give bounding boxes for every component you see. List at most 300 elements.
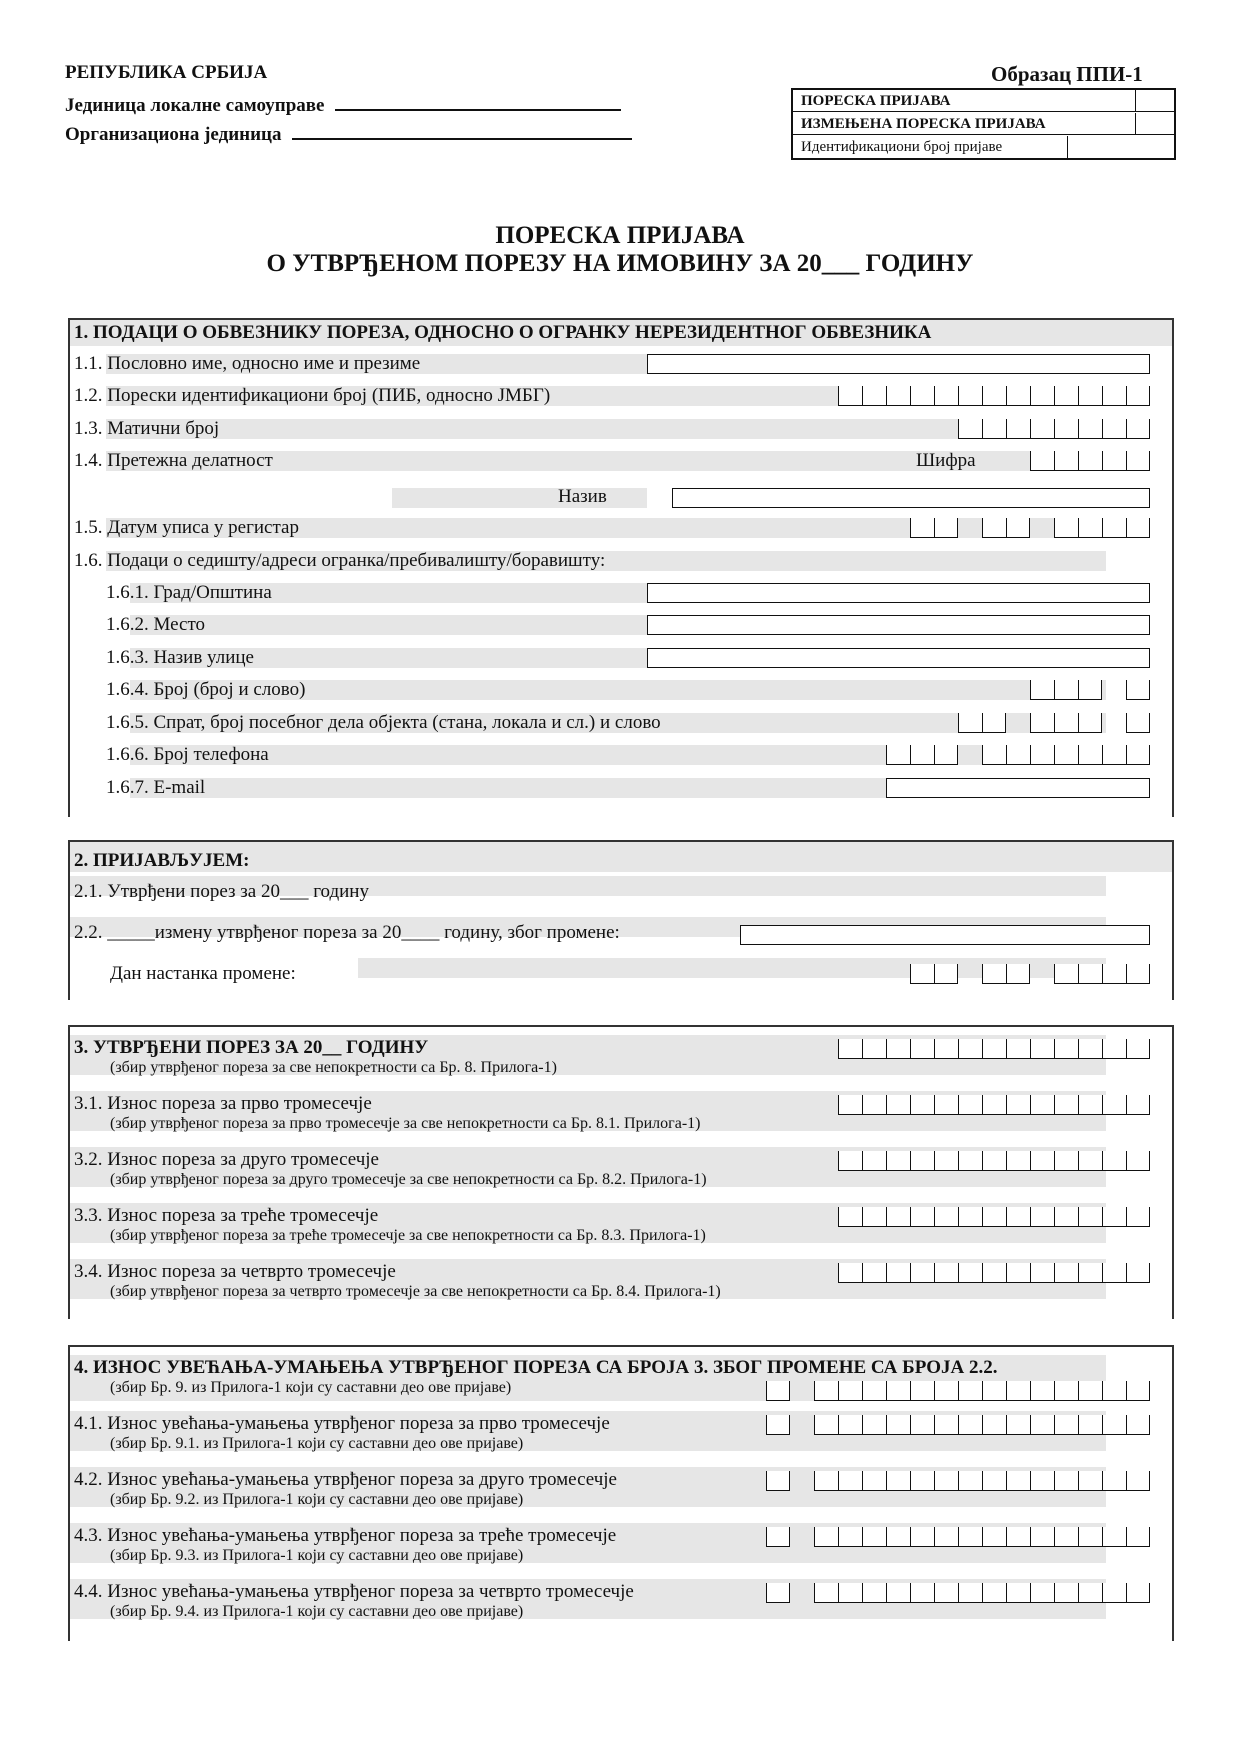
digit-cell[interactable]: [1054, 1471, 1078, 1491]
digit-cell[interactable]: [766, 1527, 790, 1547]
digit-cell[interactable]: [1102, 1471, 1126, 1491]
digit-cell[interactable]: [1006, 1039, 1030, 1059]
doc-title-line1: ПОРЕСКА ПРИЈАВА: [495, 222, 745, 249]
unit-number-input[interactable]: [1030, 713, 1102, 733]
digit-cell[interactable]: [1054, 1039, 1078, 1059]
digit-cell[interactable]: [1030, 1151, 1054, 1171]
label-change-day: Дан настанка промене:: [110, 963, 296, 984]
change-total-input[interactable]: [814, 1381, 1150, 1401]
registration-year-input[interactable]: [1054, 518, 1150, 538]
digit-cell[interactable]: [982, 1207, 1006, 1227]
return-id-input[interactable]: [1067, 136, 1174, 158]
digit-cell[interactable]: [862, 1381, 886, 1401]
digit-cell[interactable]: [958, 1151, 982, 1171]
digit-cell[interactable]: [838, 1095, 862, 1115]
digit-cell[interactable]: [1102, 1039, 1126, 1059]
change-year-input[interactable]: [1054, 964, 1150, 984]
digit-cell[interactable]: [1126, 1583, 1150, 1603]
digit-cell[interactable]: [886, 1263, 910, 1283]
digit-cell[interactable]: [1054, 680, 1078, 700]
note-3-4: (збир утврђеног пореза за четврто тромесечје за све непокретности са Бр. 8.4. Прилога-1): [110, 1283, 721, 1300]
digit-cell[interactable]: [838, 1151, 862, 1171]
digit-cell[interactable]: [982, 1471, 1006, 1491]
digit-cell[interactable]: [1078, 1207, 1102, 1227]
digit-cell[interactable]: [910, 745, 934, 765]
digit-cell[interactable]: [814, 1381, 838, 1401]
digit-cell[interactable]: [934, 518, 958, 538]
digit-cell[interactable]: [982, 1381, 1006, 1401]
activity-name-label: Назив: [558, 486, 607, 507]
change-q4-input[interactable]: [814, 1583, 1150, 1603]
digit-cell[interactable]: [1102, 1263, 1126, 1283]
id-box: [791, 88, 1176, 160]
digit-cell[interactable]: [862, 1207, 886, 1227]
section-1: [68, 318, 1174, 817]
digit-cell[interactable]: [1102, 745, 1126, 765]
digit-cell[interactable]: [982, 745, 1006, 765]
digit-cell[interactable]: [1102, 518, 1126, 538]
tax-q3-input[interactable]: [838, 1207, 1150, 1227]
tax-q4-input[interactable]: [838, 1263, 1150, 1283]
label-1-6: 1.6. Подаци о седишту/адреси огранка/пребивалишту/боравишту:: [74, 550, 606, 571]
activity-name-input[interactable]: [672, 488, 1150, 508]
digit-cell[interactable]: [1054, 1381, 1078, 1401]
row-background: [130, 745, 1106, 765]
digit-cell[interactable]: [1126, 745, 1150, 765]
digit-cell[interactable]: [958, 713, 982, 733]
digit-cell[interactable]: [1078, 1263, 1102, 1283]
digit-cell[interactable]: [1126, 518, 1150, 538]
note-4-1: (збир Бр. 9.1. из Прилога-1 који су саставни део ове пријаве): [110, 1435, 524, 1452]
digit-cell[interactable]: [1030, 1415, 1054, 1435]
digit-cell[interactable]: [1126, 1095, 1150, 1115]
digit-cell[interactable]: [838, 1471, 862, 1491]
change-q2-input[interactable]: [814, 1471, 1150, 1491]
change-q1-sign-input[interactable]: [766, 1415, 790, 1435]
digit-cell[interactable]: [1030, 1207, 1054, 1227]
digit-cell[interactable]: [958, 1471, 982, 1491]
note-3-1: (збир утврђеног пореза за прво тромесечје за све непокретности са Бр. 8.1. Прилога-1): [110, 1115, 701, 1132]
digit-cell[interactable]: [958, 1527, 982, 1547]
digit-cell[interactable]: [910, 1263, 934, 1283]
digit-cell[interactable]: [910, 1583, 934, 1603]
digit-cell[interactable]: [1006, 1381, 1030, 1401]
republic-label: РЕПУБЛИКА СРБИЈА: [65, 62, 268, 83]
digit-cell[interactable]: [958, 1095, 982, 1115]
note-4-4: (збир Бр. 9.4. из Прилога-1 који су саставни део ове пријаве): [110, 1603, 524, 1620]
digit-cell[interactable]: [886, 1039, 910, 1059]
digit-cell[interactable]: [982, 964, 1006, 984]
registration-number-input[interactable]: [958, 419, 1150, 439]
digit-cell[interactable]: [1054, 713, 1078, 733]
digit-cell[interactable]: [1126, 386, 1150, 406]
activity-code-label: Шифра: [916, 450, 976, 471]
label-4-4: 4.4. Износ увећања-умањења утврђеног пореза за четврто тромесечје: [74, 1581, 634, 1602]
digit-cell[interactable]: [838, 1415, 862, 1435]
digit-cell[interactable]: [1078, 1583, 1102, 1603]
digit-cell[interactable]: [1078, 713, 1102, 733]
digit-cell[interactable]: [910, 1207, 934, 1227]
digit-cell[interactable]: [1006, 1527, 1030, 1547]
digit-cell[interactable]: [934, 1381, 958, 1401]
digit-cell[interactable]: [862, 1039, 886, 1059]
digit-cell[interactable]: [1030, 1095, 1054, 1115]
digit-cell[interactable]: [1078, 1381, 1102, 1401]
digit-cell[interactable]: [1006, 1095, 1030, 1115]
row-background: [130, 615, 716, 635]
digit-cell[interactable]: [910, 964, 934, 984]
change-q2-sign-input[interactable]: [766, 1471, 790, 1491]
label-2-1: 2.1. Утврђени порез за 20___ годину: [74, 881, 369, 902]
digit-cell[interactable]: [838, 386, 862, 406]
digit-cell[interactable]: [982, 1151, 1006, 1171]
digit-cell[interactable]: [1030, 386, 1054, 406]
digit-cell[interactable]: [886, 386, 910, 406]
change-day-input[interactable]: [910, 964, 958, 984]
digit-cell[interactable]: [1030, 451, 1054, 471]
pib-input[interactable]: [838, 386, 1150, 406]
digit-cell[interactable]: [1030, 1263, 1054, 1283]
digit-cell[interactable]: [1126, 451, 1150, 471]
digit-cell[interactable]: [958, 1039, 982, 1059]
digit-cell[interactable]: [1102, 451, 1126, 471]
digit-cell[interactable]: [838, 1527, 862, 1547]
org-unit-label: Организациона јединица: [65, 124, 282, 145]
row-background: [392, 488, 647, 508]
digit-cell[interactable]: [1126, 713, 1150, 733]
digit-cell[interactable]: [838, 1583, 862, 1603]
change-reason-input[interactable]: [740, 925, 1150, 945]
digit-cell[interactable]: [910, 1527, 934, 1547]
digit-cell[interactable]: [1102, 1095, 1126, 1115]
digit-cell[interactable]: [982, 518, 1006, 538]
section-4: [68, 1345, 1174, 1641]
digit-cell[interactable]: [1102, 1207, 1126, 1227]
digit-cell[interactable]: [1078, 386, 1102, 406]
digit-cell[interactable]: [1078, 1471, 1102, 1491]
digit-cell[interactable]: [1054, 1527, 1078, 1547]
digit-cell[interactable]: [958, 1263, 982, 1283]
change-month-input[interactable]: [982, 964, 1030, 984]
digit-cell[interactable]: [1054, 1263, 1078, 1283]
digit-cell[interactable]: [910, 1381, 934, 1401]
digit-cell[interactable]: [814, 1527, 838, 1547]
digit-cell[interactable]: [982, 1039, 1006, 1059]
digit-cell[interactable]: [1102, 1583, 1126, 1603]
digit-cell[interactable]: [1126, 1471, 1150, 1491]
section-2-title: 2. ПРИЈАВЉУЈЕМ:: [74, 850, 250, 871]
email-input[interactable]: [886, 778, 1150, 798]
digit-cell[interactable]: [1030, 1381, 1054, 1401]
registration-day-input[interactable]: [910, 518, 958, 538]
digit-cell[interactable]: [1006, 518, 1030, 538]
form-code: Образац ППИ-1: [991, 62, 1143, 86]
local-unit-label: Јединица локалне самоуправе: [65, 95, 325, 116]
digit-cell[interactable]: [934, 1583, 958, 1603]
digit-cell[interactable]: [1054, 1583, 1078, 1603]
digit-cell[interactable]: [958, 386, 982, 406]
floor-input[interactable]: [958, 713, 1006, 733]
id-row-return: [793, 90, 1174, 112]
digit-cell[interactable]: [1102, 1527, 1126, 1547]
digit-cell[interactable]: [862, 1263, 886, 1283]
digit-cell[interactable]: [1030, 680, 1054, 700]
label-1-6-6: 1.6.6. Број телефона: [106, 744, 269, 765]
digit-cell[interactable]: [1126, 1263, 1150, 1283]
row-background: [106, 419, 1106, 439]
digit-cell[interactable]: [1054, 1207, 1078, 1227]
digit-cell[interactable]: [1006, 1151, 1030, 1171]
digit-cell[interactable]: [766, 1381, 790, 1401]
digit-cell[interactable]: [934, 1151, 958, 1171]
digit-cell[interactable]: [1030, 1039, 1054, 1059]
digit-cell[interactable]: [886, 1527, 910, 1547]
change-q3-sign-input[interactable]: [766, 1527, 790, 1547]
digit-cell[interactable]: [1078, 419, 1102, 439]
digit-cell[interactable]: [1126, 419, 1150, 439]
section-2: [68, 840, 1174, 1000]
digit-cell[interactable]: [766, 1415, 790, 1435]
digit-cell[interactable]: [886, 1583, 910, 1603]
digit-cell[interactable]: [1078, 964, 1102, 984]
digit-cell[interactable]: [1006, 1263, 1030, 1283]
digit-cell[interactable]: [934, 1527, 958, 1547]
amended-checkbox[interactable]: [1135, 113, 1174, 134]
digit-cell[interactable]: [1126, 1151, 1150, 1171]
label-1-2: 1.2. Порески идентификациони број (ПИБ, односно ЈМБГ): [74, 385, 551, 406]
digit-cell[interactable]: [910, 1415, 934, 1435]
id-row-amended-label: ИЗМЕЊЕНА ПОРЕСКА ПРИЈАВА: [801, 116, 1046, 132]
digit-cell[interactable]: [1102, 419, 1126, 439]
digit-cell[interactable]: [862, 1583, 886, 1603]
digit-cell[interactable]: [1054, 745, 1078, 765]
digit-cell[interactable]: [1078, 1151, 1102, 1171]
digit-cell[interactable]: [934, 1039, 958, 1059]
id-row-number-label: Идентификациони број пријаве: [801, 139, 1003, 155]
place-input[interactable]: [647, 615, 1150, 635]
digit-cell[interactable]: [814, 1471, 838, 1491]
label-3-4: 3.4. Износ пореза за четврто тромесечје: [74, 1261, 396, 1282]
digit-cell[interactable]: [1054, 964, 1078, 984]
return-checkbox[interactable]: [1135, 90, 1174, 111]
digit-cell[interactable]: [1078, 1095, 1102, 1115]
digit-cell[interactable]: [1006, 386, 1030, 406]
label-1-5: 1.5. Датум уписа у регистар: [74, 517, 299, 538]
digit-cell[interactable]: [1030, 1527, 1054, 1547]
digit-cell[interactable]: [1126, 680, 1150, 700]
digit-cell[interactable]: [934, 1471, 958, 1491]
digit-cell[interactable]: [1030, 1583, 1054, 1603]
digit-cell[interactable]: [1054, 386, 1078, 406]
phone-prefix-input[interactable]: [886, 745, 958, 765]
change-q4-sign-input[interactable]: [766, 1583, 790, 1603]
tax-q1-input[interactable]: [838, 1095, 1150, 1115]
digit-cell[interactable]: [1126, 1039, 1150, 1059]
digit-cell[interactable]: [1006, 419, 1030, 439]
label-1-1: 1.1. Пословно име, односно име и презиме: [74, 353, 421, 374]
note-4-3: (збир Бр. 9.3. из Прилога-1 који су саставни део ове пријаве): [110, 1547, 524, 1564]
digit-cell[interactable]: [886, 1207, 910, 1227]
business-name-input[interactable]: [647, 354, 1150, 374]
digit-cell[interactable]: [1102, 1415, 1126, 1435]
digit-cell[interactable]: [862, 1471, 886, 1491]
tax-q2-input[interactable]: [838, 1151, 1150, 1171]
digit-cell[interactable]: [934, 1207, 958, 1227]
digit-cell[interactable]: [1126, 1207, 1150, 1227]
local-unit-row: [65, 91, 621, 117]
digit-cell[interactable]: [1102, 386, 1126, 406]
label-1-4: 1.4. Претежна делатност: [74, 450, 273, 471]
digit-cell[interactable]: [1054, 518, 1078, 538]
label-2-2: 2.2. _____измену утврђеног пореза за 20____ годину, због промене:: [74, 922, 620, 943]
digit-cell[interactable]: [958, 1583, 982, 1603]
digit-cell[interactable]: [1078, 1415, 1102, 1435]
house-number-input[interactable]: [1030, 680, 1102, 700]
label-4-1: 4.1. Износ увећања-умањења утврђеног пореза за прво тромесечје: [74, 1413, 610, 1434]
digit-cell[interactable]: [1126, 1381, 1150, 1401]
digit-cell[interactable]: [814, 1583, 838, 1603]
digit-cell[interactable]: [982, 713, 1006, 733]
local-unit-input[interactable]: [335, 91, 621, 111]
digit-cell[interactable]: [910, 1151, 934, 1171]
digit-cell[interactable]: [886, 1151, 910, 1171]
digit-cell[interactable]: [862, 1527, 886, 1547]
digit-cell[interactable]: [1126, 1527, 1150, 1547]
note-4-2: (збир Бр. 9.2. из Прилога-1 који су саставни део ове пријаве): [110, 1491, 524, 1508]
digit-cell[interactable]: [910, 1039, 934, 1059]
street-input[interactable]: [647, 648, 1150, 668]
digit-cell[interactable]: [862, 386, 886, 406]
label-3-2: 3.2. Износ пореза за друго тромесечје: [74, 1149, 379, 1170]
digit-cell[interactable]: [1006, 1583, 1030, 1603]
digit-cell[interactable]: [1126, 1415, 1150, 1435]
digit-cell[interactable]: [1030, 713, 1054, 733]
digit-cell[interactable]: [1054, 419, 1078, 439]
digit-cell[interactable]: [766, 1471, 790, 1491]
digit-cell[interactable]: [1078, 1527, 1102, 1547]
tax-total-input[interactable]: [838, 1039, 1150, 1059]
activity-code-input[interactable]: [1030, 451, 1150, 471]
digit-cell[interactable]: [934, 964, 958, 984]
digit-cell[interactable]: [1006, 1207, 1030, 1227]
digit-cell[interactable]: [982, 419, 1006, 439]
digit-cell[interactable]: [1030, 419, 1054, 439]
digit-cell[interactable]: [838, 1381, 862, 1401]
digit-cell[interactable]: [838, 1207, 862, 1227]
digit-cell[interactable]: [1006, 964, 1030, 984]
digit-cell[interactable]: [1054, 1151, 1078, 1171]
digit-cell[interactable]: [1102, 964, 1126, 984]
section-3-title: 3. УТВРЂЕНИ ПОРЕЗ ЗА 20__ ГОДИНУ: [74, 1037, 429, 1058]
digit-cell[interactable]: [982, 1527, 1006, 1547]
digit-cell[interactable]: [1054, 1415, 1078, 1435]
digit-cell[interactable]: [862, 1415, 886, 1435]
digit-cell[interactable]: [982, 1583, 1006, 1603]
digit-cell[interactable]: [1054, 451, 1078, 471]
section-1-title: 1. ПОДАЦИ О ОБВЕЗНИКУ ПОРЕЗА, ОДНОСНО О ОГРАНКУ НЕРЕЗИДЕНТНОГ ОБВЕЗНИКА: [74, 322, 932, 343]
digit-cell[interactable]: [1078, 680, 1102, 700]
digit-cell[interactable]: [1006, 745, 1030, 765]
digit-cell[interactable]: [982, 1095, 1006, 1115]
label-1-6-1: 1.6.1. Град/Општина: [106, 582, 272, 603]
label-1-6-3: 1.6.3. Назив улице: [106, 647, 254, 668]
digit-cell[interactable]: [886, 1381, 910, 1401]
digit-cell[interactable]: [1126, 964, 1150, 984]
digit-cell[interactable]: [958, 1415, 982, 1435]
id-row-number: [793, 136, 1174, 158]
digit-cell[interactable]: [886, 1471, 910, 1491]
digit-cell[interactable]: [1078, 745, 1102, 765]
id-row-return-label: ПОРЕСКА ПРИЈАВА: [801, 93, 951, 109]
change-q1-input[interactable]: [814, 1415, 1150, 1435]
digit-cell[interactable]: [886, 745, 910, 765]
digit-cell[interactable]: [886, 1095, 910, 1115]
digit-cell[interactable]: [1054, 1095, 1078, 1115]
digit-cell[interactable]: [1078, 451, 1102, 471]
section-4-title: 4. ИЗНОС УВЕЋАЊА-УМАЊЕЊА УТВРЂЕНОГ ПОРЕЗА СА БРОЈА 3. ЗБОГ ПРОМЕНЕ СА БРОЈА 2.2.: [74, 1357, 998, 1378]
id-row-amended: [793, 113, 1174, 135]
change-q3-input[interactable]: [814, 1527, 1150, 1547]
digit-cell[interactable]: [838, 1263, 862, 1283]
digit-cell[interactable]: [1006, 1471, 1030, 1491]
digit-cell[interactable]: [1030, 1471, 1054, 1491]
label-4-2: 4.2. Износ увећања-умањења утврђеног пореза за друго тромесечје: [74, 1469, 617, 1490]
change-total-sign-input[interactable]: [766, 1381, 790, 1401]
digit-cell[interactable]: [1030, 745, 1054, 765]
label-1-3: 1.3. Матични број: [74, 418, 220, 439]
city-input[interactable]: [647, 583, 1150, 603]
digit-cell[interactable]: [862, 1151, 886, 1171]
digit-cell[interactable]: [1006, 1415, 1030, 1435]
note-3-2: (збир утврђеног пореза за друго тромесечје за све непокретности са Бр. 8.2. Прилога-1): [110, 1171, 707, 1188]
digit-cell[interactable]: [982, 1415, 1006, 1435]
registration-month-input[interactable]: [982, 518, 1030, 538]
digit-cell[interactable]: [958, 1381, 982, 1401]
digit-cell[interactable]: [1078, 1039, 1102, 1059]
unit-letter-input[interactable]: [1126, 713, 1150, 733]
digit-cell[interactable]: [862, 1095, 886, 1115]
doc-title-line2: О УТВРЂЕНОМ ПОРЕЗУ НА ИМОВИНУ ЗА 20___ ГОДИНУ: [266, 250, 974, 277]
digit-cell[interactable]: [814, 1415, 838, 1435]
digit-cell[interactable]: [910, 386, 934, 406]
section-4-note: (збир Бр. 9. из Прилога-1 који су саставни део ове пријаве): [110, 1379, 512, 1396]
phone-number-input[interactable]: [982, 745, 1150, 765]
digit-cell[interactable]: [982, 386, 1006, 406]
org-unit-input[interactable]: [292, 120, 632, 140]
digit-cell[interactable]: [1102, 1381, 1126, 1401]
digit-cell[interactable]: [910, 1471, 934, 1491]
digit-cell[interactable]: [934, 1263, 958, 1283]
digit-cell[interactable]: [982, 1263, 1006, 1283]
digit-cell[interactable]: [1102, 1151, 1126, 1171]
label-1-6-7: 1.6.7. E-mail: [106, 777, 206, 798]
digit-cell[interactable]: [958, 419, 982, 439]
digit-cell[interactable]: [766, 1583, 790, 1603]
digit-cell[interactable]: [1078, 518, 1102, 538]
digit-cell[interactable]: [958, 1207, 982, 1227]
house-letter-input[interactable]: [1126, 680, 1150, 700]
digit-cell[interactable]: [934, 745, 958, 765]
label-4-3: 4.3. Износ увећања-умањења утврђеног пореза за треће тромесечје: [74, 1525, 617, 1546]
digit-cell[interactable]: [934, 1095, 958, 1115]
digit-cell[interactable]: [910, 518, 934, 538]
digit-cell[interactable]: [886, 1415, 910, 1435]
digit-cell[interactable]: [934, 386, 958, 406]
digit-cell[interactable]: [934, 1415, 958, 1435]
digit-cell[interactable]: [910, 1095, 934, 1115]
digit-cell[interactable]: [838, 1039, 862, 1059]
label-3-1: 3.1. Износ пореза за прво тромесечје: [74, 1093, 372, 1114]
